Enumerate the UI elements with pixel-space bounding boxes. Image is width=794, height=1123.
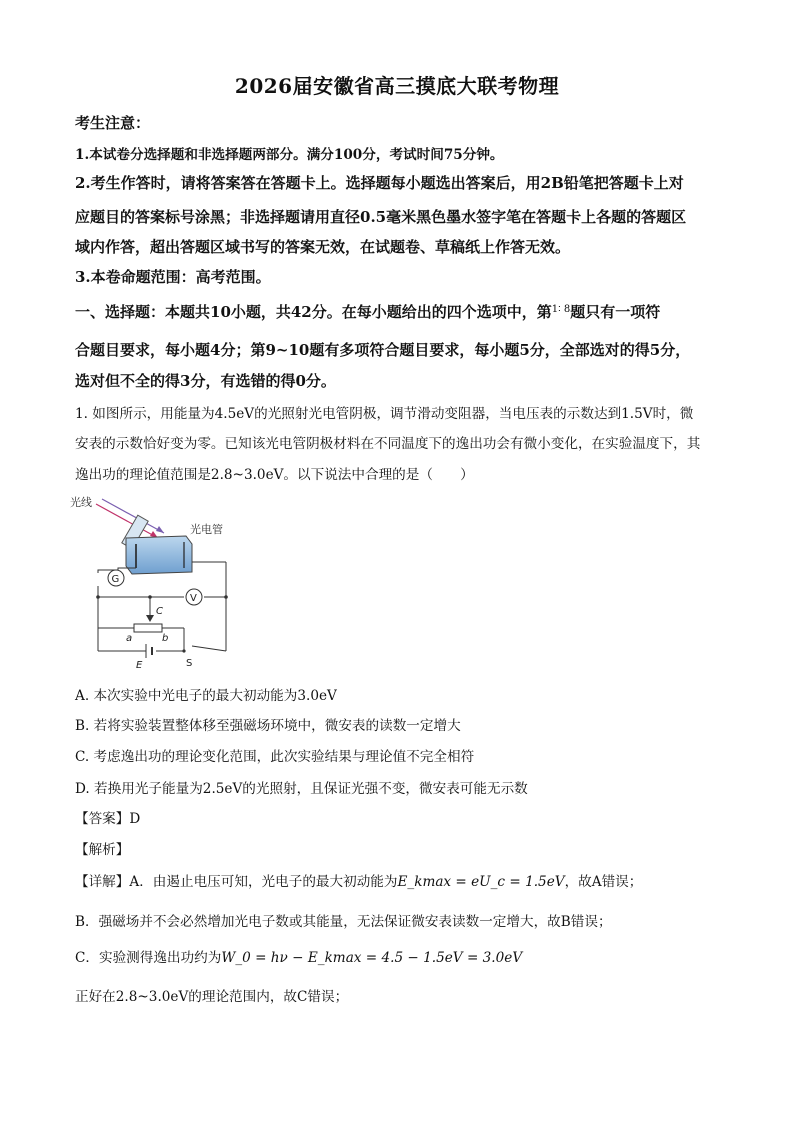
light-label: 光线 — [70, 496, 92, 509]
option-a: A. 本次实验中光电子的最大初动能为3.0eV — [75, 688, 337, 704]
section-heading-text: 一、选择题：本题共10小题，共42分。在每小题给出的四个选项中，第 — [75, 303, 552, 321]
detail-a — [75, 870, 725, 890]
answer: 【答案】D — [75, 811, 141, 827]
section-rule-3: 选对但不全的得3分，有选错的得0分。 — [75, 372, 336, 390]
question-1-stem-3: 逸出功的理论值范围是2.8~3.0eV。以下说法中合理的是（ ） — [75, 467, 474, 483]
notice-item-2-end: 域内作答，超出答题区域书写的答案无效，在试题卷、草稿纸上作答无效。 — [75, 238, 571, 256]
svg-text:V: V — [190, 593, 197, 604]
question-1-stem-1: 1. 如图所示，用能量为4.5eV的光照射光电管阴极，调节滑动变阻器，当电压表的示数达到1.5V时，微 — [75, 406, 694, 422]
sliding-rheostat — [134, 624, 162, 632]
detail-a-text: 【详解】A．由遏止电压可知，光电子的最大初动能为 — [75, 874, 398, 890]
detail-a-end: ，故A错误； — [564, 874, 643, 890]
question-1-stem-2: 安表的示数恰好变为零。已知该光电管阴极材料在不同温度下的逸出功会有微小变化，在实验温度下，其 — [75, 436, 701, 452]
notice-item-2: 2.考生作答时，请将答案答在答题卡上。选择题每小题选出答案后，用2B铅笔把答题卡上对 — [75, 174, 684, 192]
detail-b: B．强磁场并不会必然增加光电子数或其能量，无法保证微安表读数一定增大，故B错误； — [75, 914, 612, 930]
battery-E — [146, 644, 152, 658]
microammeter-G — [108, 570, 124, 586]
section-rule-2: 合题目要求，每小题4分；第9~10题有多项符合题目要求，每小题5分，全部选对的得5分， — [75, 341, 691, 359]
battery-label: E — [136, 660, 143, 671]
svg-text:G: G — [111, 574, 120, 585]
notice-item-3: 3.本卷命题范围：高考范围。 — [75, 268, 271, 286]
tube-label: 光电管 — [190, 523, 223, 536]
detail-c-text: C．实验测得逸出功约为 — [75, 950, 222, 966]
switch-label: S — [186, 658, 193, 669]
end-label-a: a — [126, 633, 133, 644]
detail-a-formula: E_kmax = eU_c = 1.5eV — [397, 874, 565, 890]
end-label-b: b — [162, 633, 169, 644]
photoelectric-circuit-figure — [66, 486, 236, 671]
detail-c-formula: W_0 = hν − E_kmax = 4.5 − 1.5eV = 3.0eV — [221, 950, 523, 966]
voltmeter-V — [186, 589, 202, 605]
option-d: D. 若换用光子能量为2.5eV的光照射，且保证光强不变，微安表可能无示数 — [75, 781, 528, 797]
notice-item-1: 1.本试卷分选择题和非选择题两部分。满分100分，考试时间75分钟。 — [75, 147, 504, 163]
detail-c — [75, 946, 725, 966]
detail-c-conclusion: 正好在2.8~3.0eV的理论范围内，故C错误； — [75, 989, 349, 1005]
page-title: 2026届安徽省高三摸底大联考物理 — [234, 74, 560, 98]
analysis-heading: 【解析】 — [75, 842, 130, 858]
notice-heading: 考生注意： — [75, 114, 151, 132]
section-range-fraction: 1∶ 8 — [551, 304, 571, 315]
option-c: C. 考虑逸出功的理论变化范围，此次实验结果与理论值不完全相符 — [75, 749, 475, 765]
slider-label-C: C — [156, 606, 163, 617]
option-b: B. 若将实验装置整体移至强磁场环境中，微安表的读数一定增大 — [75, 718, 461, 734]
section-heading-text-end: 题只有一项符 — [570, 303, 661, 321]
section-heading — [75, 301, 725, 322]
notice-item-2-cont: 应题目的答案标号涂黑；非选择题请用直径0.5毫米黑色墨水签字笔在答题卡上各题的答题区 — [75, 208, 687, 226]
